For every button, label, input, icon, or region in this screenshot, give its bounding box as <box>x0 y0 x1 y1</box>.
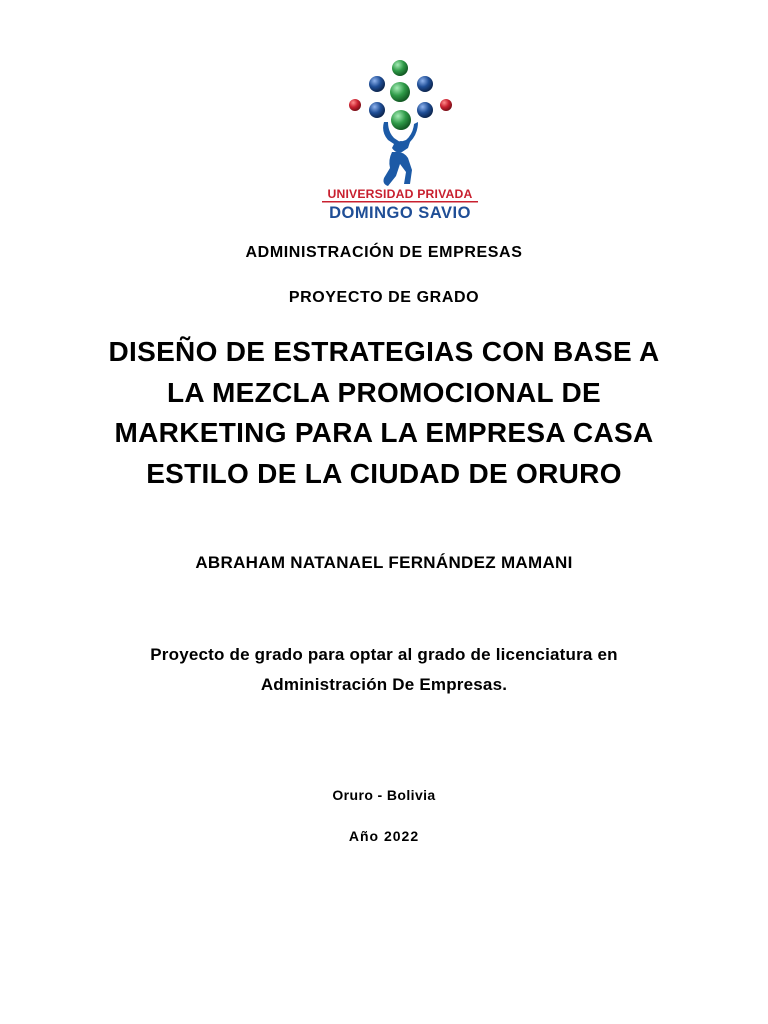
red-sphere-icon <box>349 99 361 111</box>
location: Oruro - Bolivia <box>332 787 436 803</box>
logo-divider <box>322 201 478 203</box>
title-line-2: LA MEZCLA PROMOCIONAL DE <box>167 376 601 408</box>
university-logo-graphic <box>318 52 482 224</box>
logo-name-line2: DOMINGO SAVIO <box>329 204 471 222</box>
title-line-1: DISEÑO DE ESTRATEGIAS CON BASE A <box>108 336 660 367</box>
university-logo <box>318 52 482 224</box>
faculty-heading: ADMINISTRACIÓN DE EMPRESAS <box>245 244 523 261</box>
logo-name-line1: UNIVERSIDAD PRIVADA <box>327 187 473 201</box>
year: Año 2022 <box>348 828 420 844</box>
green-sphere-icon <box>391 110 411 130</box>
blue-sphere-icon <box>369 102 385 118</box>
degree-purpose <box>0 640 768 700</box>
document-type: PROYECTO DE GRADO <box>288 289 480 306</box>
purpose-line-2: Administración De Empresas. <box>260 675 508 694</box>
red-sphere-icon <box>440 99 452 111</box>
blue-sphere-icon <box>417 76 433 92</box>
raised-arms-figure-icon <box>383 122 418 186</box>
green-sphere-icon <box>390 82 410 102</box>
title-line-3: MARKETING PARA LA EMPRESA CASA <box>114 417 654 448</box>
project-title <box>0 332 768 494</box>
purpose-line-1: Proyecto de grado para optar al grado de licenciatura en <box>150 645 618 664</box>
blue-sphere-icon <box>369 76 385 92</box>
blue-sphere-icon <box>417 102 433 118</box>
green-sphere-icon <box>392 60 408 76</box>
author-name: ABRAHAM NATANAEL FERNÁNDEZ MAMANI <box>195 553 573 572</box>
title-line-4: ESTILO DE LA CIUDAD DE ORURO <box>146 457 622 489</box>
